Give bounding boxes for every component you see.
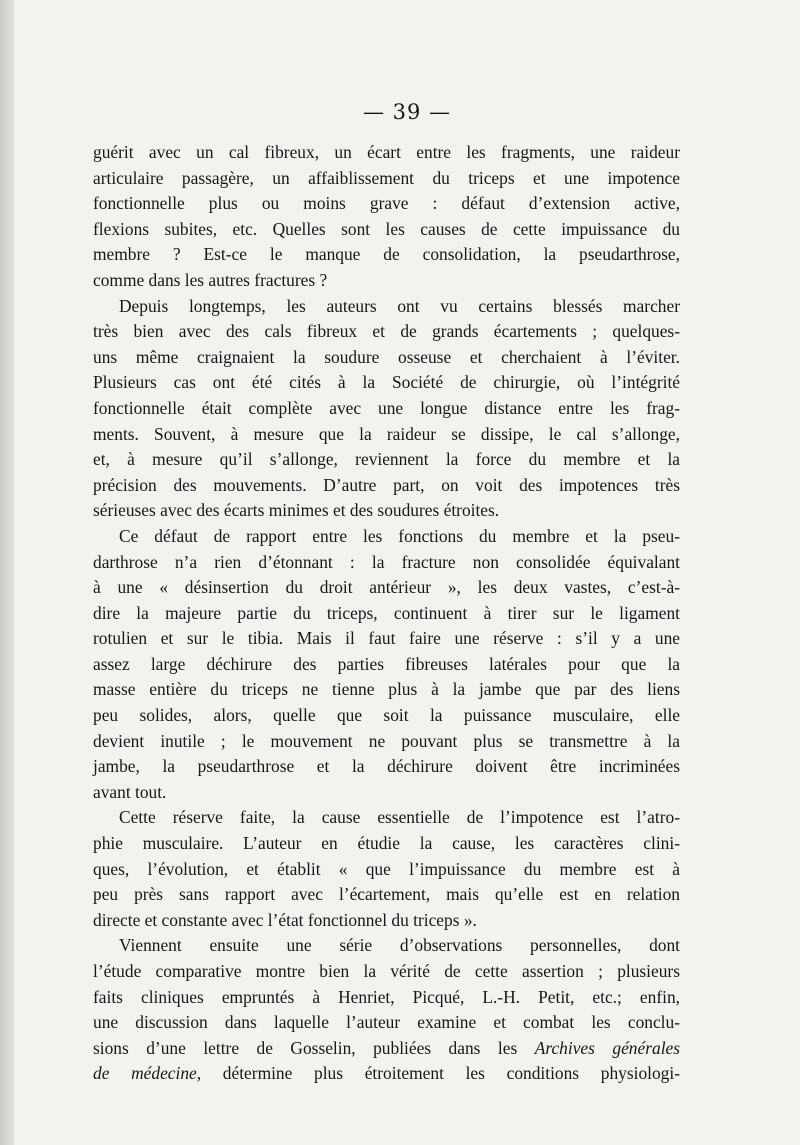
paragraph-5 [93,933,680,1087]
italic-title: Archives générales [534,1037,681,1058]
text-line: darthrose n’a rien d’étonnant : la fracture non consolidée équivalant [93,551,680,572]
text-line: uns même craignaient la soudure osseuse et cherchaient à l’éviter. [93,346,680,367]
scan-edge-shadow [0,0,14,1145]
body-text [93,140,680,1087]
text-line: fonctionnelle plus ou moins grave : défaut d’extension active, [93,193,680,214]
text-line: faits cliniques empruntés à Henriet, Picqué, L.-H. Petit, etc.; enfin, [93,986,680,1007]
text-line: avant tout. [93,781,167,802]
text-line: phie musculaire. L’auteur en étudie la cause, les caractères clini- [93,833,680,854]
paragraph-4 [93,805,680,933]
text-line: Plusieurs cas ont été cités à la Société de chirurgie, où l’intégrité [93,372,680,393]
page-number: — 39 — [362,100,452,124]
text-line: et, à mesure qu’il s’allonge, reviennent la force du membre et la [93,449,680,470]
paragraph-1 [93,140,680,294]
text-line: peu solides, alors, quelle que soit la puissance musculaire, elle [93,705,680,726]
text-line: très bien avec des cals fibreux et de grands écartements ; quelques- [93,321,680,342]
text-line: à une « désinsertion du droit antérieur », les deux vastes, c’est-à- [93,577,680,598]
text-line: l’étude comparative montre bien la vérité de cette assertion ; plusieurs [93,961,680,981]
text-line: sions d’une lettre de Gosselin, publiées dans les Archives générales [93,1037,681,1058]
text-line: de médecine, détermine plus étroitement les conditions physiologi- [93,1063,680,1084]
text-line: guérit avec un cal fibreux, un écart entre les fragments, une raideur [93,142,680,162]
text-line: devient inutile ; le mouvement ne pouvant plus se transmettre à la [93,730,680,751]
text-line: Cette réserve faite, la cause essentielle de l’impotence est l’atro- [119,807,680,828]
text-line: ques, l’évolution, et établit « que l’impuissance du membre est à [93,858,680,879]
text-line: sérieuses avec des écarts minimes et des soudures étroites. [93,500,500,521]
text-line: Ce défaut de rapport entre les fonctions du membre et la pseu- [119,525,680,546]
text-line: ments. Souvent, à mesure que la raideur se dissipe, le cal s’allonge, [93,423,680,444]
text-line: assez large déchirure des parties fibreuses latérales pour que la [93,653,680,674]
text-line: dire la majeure partie du triceps, continuent à tirer sur le ligament [93,602,680,623]
text-line: jambe, la pseudarthrose et la déchirure doivent être incriminées [93,756,680,777]
paragraph-2 [93,294,680,524]
text-line: comme dans les autres fractures ? [93,269,328,290]
text-line: peu près sans rapport avec l’écartement, mais qu’elle est en relation [93,884,680,905]
text-line: flexions subites, etc. Quelles sont les causes de cette impuissance du [93,218,680,239]
paragraph-3 [93,524,680,806]
text-line: masse entière du triceps ne tienne plus à la jambe que par des liens [93,679,680,700]
text-line: articulaire passagère, un affaiblissement du triceps et une impotence [93,167,680,188]
book-page [14,0,800,1145]
text-line: une discussion dans laquelle l’auteur examine et combat les conclu- [93,1012,680,1033]
text-line: directe et constante avec l’état fonctionnel du triceps ». [93,909,477,930]
text-line: rotulien et sur le tibia. Mais il faut faire une réserve : s’il y a une [93,628,680,649]
italic-title: de médecine [93,1063,197,1084]
text-line: membre ? Est-ce le manque de consolidation, la pseudarthrose, [93,244,680,265]
text-line: Viennent ensuite une série d’observations personnelles, dont [119,935,680,956]
text-line: Depuis longtemps, les auteurs ont vu certains blessés marcher [119,295,680,316]
text-line: précision des mouvements. D’autre part, on voit des impotences très [93,474,680,495]
text-line: fonctionnelle était complète avec une longue distance entre les frag- [93,397,680,418]
